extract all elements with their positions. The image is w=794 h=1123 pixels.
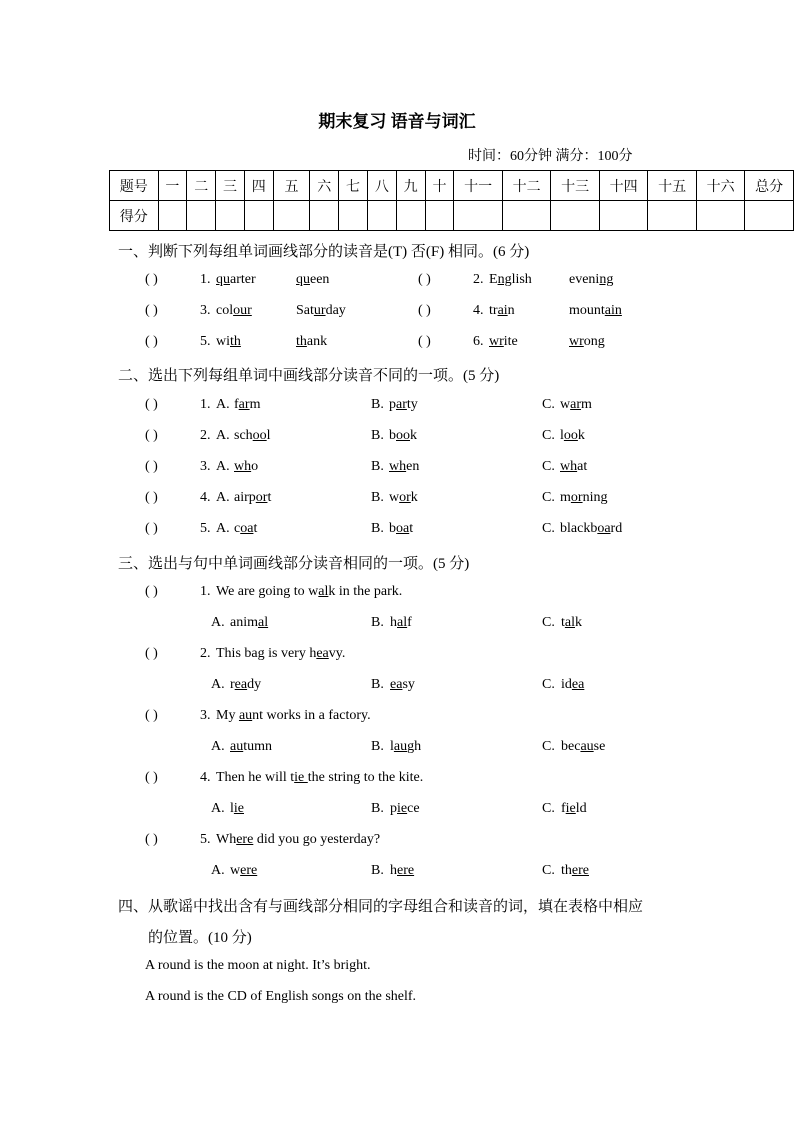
option-word-underlined: ie xyxy=(397,801,408,816)
score-cell[interactable] xyxy=(158,201,187,231)
score-header-cell: 十一 xyxy=(454,171,503,201)
word-a-post: lish xyxy=(511,272,532,287)
word-b xyxy=(296,303,346,319)
option-letter: A. xyxy=(216,459,230,474)
option-word-post: gh xyxy=(407,739,422,754)
score-header-cell: 十五 xyxy=(648,171,697,201)
option-word-underlined: wh xyxy=(389,459,407,474)
option-word-underlined: ar xyxy=(238,397,250,412)
option-word-pre: w xyxy=(560,397,571,412)
option-word-underlined: ere xyxy=(397,863,415,878)
option-letter: C. xyxy=(542,521,555,536)
option-letter: B. xyxy=(371,459,384,474)
word-a-post: n xyxy=(507,303,515,318)
option-word-post: ce xyxy=(407,801,420,816)
option-letter: A. xyxy=(211,801,225,816)
option-word-underlined: wh xyxy=(234,459,252,474)
word-a xyxy=(489,334,518,350)
option-word-post: k xyxy=(577,428,585,443)
option-word-post: t xyxy=(267,490,272,505)
option-letter: A. xyxy=(216,521,230,536)
option-word-pre: f xyxy=(234,397,239,412)
score-header-cell: 八 xyxy=(367,171,396,201)
option-word xyxy=(390,863,414,879)
question-number: 6. xyxy=(473,334,484,349)
option-word xyxy=(230,615,268,631)
option-word xyxy=(561,677,584,693)
option-word-post: tumn xyxy=(243,739,272,754)
sentence-post: vy. xyxy=(328,646,346,661)
option-word-post: k xyxy=(410,490,418,505)
option-word-post: k xyxy=(410,428,417,443)
answer-blank[interactable]: ( ) xyxy=(145,584,158,599)
sentence-pre: We are going to w xyxy=(216,584,319,599)
option-word-underlined: ea xyxy=(571,677,585,692)
option-word-underlined: oa xyxy=(396,521,410,536)
option-letter: A. xyxy=(211,615,225,630)
word-a xyxy=(489,303,515,319)
sentence-underlined: al xyxy=(318,584,329,599)
word-b-underlined: th xyxy=(296,334,307,349)
option-letter: C. xyxy=(542,615,555,630)
option-word-pre: b xyxy=(389,521,396,536)
answer-blank[interactable]: ( ) xyxy=(145,832,158,847)
option-word-underlined: ere xyxy=(240,863,258,878)
score-header-cell: 十六 xyxy=(696,171,745,201)
question-number: 5. xyxy=(200,521,211,536)
option-letter: A. xyxy=(211,677,225,692)
option-word xyxy=(389,521,413,537)
score-header-cell: 四 xyxy=(244,171,273,201)
answer-blank[interactable]: ( ) xyxy=(145,770,158,785)
option-letter: C. xyxy=(542,459,555,474)
question-number: 5. xyxy=(200,334,211,349)
option-word-pre: c xyxy=(234,521,241,536)
word-a-pre: wi xyxy=(216,334,230,349)
option-word-post: o xyxy=(251,459,259,474)
option-word-pre: l xyxy=(560,428,564,443)
option-word-pre: p xyxy=(389,397,396,412)
question-number: 2. xyxy=(200,646,211,661)
score-cell[interactable] xyxy=(339,201,368,231)
option-word-pre: h xyxy=(390,863,397,878)
option-word-underlined: oo xyxy=(563,428,578,443)
score-header-cell: 一 xyxy=(158,171,187,201)
option-letter: B. xyxy=(371,521,384,536)
option-word-pre: sch xyxy=(234,428,253,443)
question-number: 4. xyxy=(473,303,484,318)
question-number: 3. xyxy=(200,459,211,474)
question-number: 3. xyxy=(200,708,211,723)
option-word-post: t xyxy=(409,521,414,536)
part3-heading: 三、选出与句中单词画线部分读音相同的一项。(5 分) xyxy=(118,556,470,572)
option-word-underlined: oo xyxy=(252,428,267,443)
option-letter: A. xyxy=(211,739,225,754)
score-cell[interactable] xyxy=(599,201,648,231)
question-number: 1. xyxy=(200,584,211,599)
option-word-underlined: ie xyxy=(233,801,244,816)
word-a-underlined: wr xyxy=(489,334,504,349)
option-letter: C. xyxy=(542,677,555,692)
score-cell[interactable] xyxy=(367,201,396,231)
chant-line-1: A round is the moon at night. It’s bright. xyxy=(145,958,371,973)
answer-blank[interactable]: ( ) xyxy=(418,334,431,349)
option-letter: C. xyxy=(542,428,555,443)
answer-blank[interactable]: ( ) xyxy=(418,272,431,287)
option-word-underlined: ea xyxy=(234,677,248,692)
option-word-post: se xyxy=(593,739,606,754)
score-cell[interactable] xyxy=(696,201,745,231)
option-word xyxy=(561,615,582,631)
option-word-pre: blackb xyxy=(560,521,598,536)
answer-blank[interactable]: ( ) xyxy=(145,334,158,349)
option-letter: B. xyxy=(371,863,384,878)
question-number: 5. xyxy=(200,832,211,847)
option-word-post: f xyxy=(407,615,412,630)
word-a-underlined: our xyxy=(233,303,252,318)
option-word-post: at xyxy=(577,459,588,474)
word-a-pre: E xyxy=(489,272,498,287)
option-word-underlined: oo xyxy=(396,428,410,443)
sentence-underlined: au xyxy=(238,708,253,723)
score-cell[interactable] xyxy=(648,201,697,231)
score-header-cell: 六 xyxy=(310,171,339,201)
word-b-post: ank xyxy=(306,334,328,349)
option-word xyxy=(561,801,587,817)
option-word xyxy=(560,521,622,537)
word-a-post: ite xyxy=(503,334,518,349)
option-word-underlined: ar xyxy=(570,397,582,412)
score-cell[interactable] xyxy=(745,201,794,231)
score-header-cell: 十 xyxy=(425,171,454,201)
option-letter: A. xyxy=(211,863,225,878)
option-letter: C. xyxy=(542,863,555,878)
option-word-pre: t xyxy=(561,615,565,630)
option-word-post: ning xyxy=(582,490,608,505)
option-word-pre: h xyxy=(390,615,397,630)
score-cell[interactable] xyxy=(216,201,245,231)
option-word xyxy=(234,459,258,475)
option-word-pre: p xyxy=(390,801,397,816)
word-b xyxy=(569,334,605,350)
option-word-pre: m xyxy=(560,490,571,505)
score-header-cell: 总分 xyxy=(745,171,794,201)
question-number: 1. xyxy=(200,397,211,412)
part2-heading: 二、选出下列每组单词中画线部分读音不同的一项。(5 分) xyxy=(118,368,500,384)
sentence-post: nt works in a factory. xyxy=(252,708,371,723)
word-b-underlined: ng xyxy=(599,272,614,287)
word-b-pre: eveni xyxy=(569,272,600,287)
answer-blank[interactable]: ( ) xyxy=(145,459,158,474)
answer-blank[interactable]: ( ) xyxy=(145,397,158,412)
word-b xyxy=(296,334,327,350)
option-word xyxy=(389,459,419,475)
score-cell[interactable] xyxy=(502,201,551,231)
exam-meta: 时间：60分钟 满分：100分 xyxy=(468,149,633,164)
score-cell[interactable] xyxy=(396,201,425,231)
option-word-pre: airp xyxy=(234,490,256,505)
option-word xyxy=(230,677,261,693)
word-a-underlined: ai xyxy=(497,303,508,318)
option-letter: B. xyxy=(371,397,384,412)
option-word-post: en xyxy=(406,459,420,474)
word-a-pre: col xyxy=(216,303,234,318)
score-cell[interactable] xyxy=(187,201,216,231)
option-word-pre: r xyxy=(230,677,235,692)
score-header-cell: 三 xyxy=(216,171,245,201)
part4-heading-line2: 的位置。(10 分) xyxy=(148,930,252,946)
word-a-underlined: th xyxy=(230,334,241,349)
word-a xyxy=(216,303,252,319)
option-word-post: l xyxy=(266,428,271,443)
word-a xyxy=(489,272,532,288)
answer-blank[interactable]: ( ) xyxy=(145,708,158,723)
word-b-underlined: ain xyxy=(604,303,622,318)
option-word-post: sy xyxy=(402,677,415,692)
option-word-post: m xyxy=(581,397,592,412)
option-word xyxy=(561,863,589,879)
option-word-underlined: au xyxy=(393,739,408,754)
option-word-pre: id xyxy=(561,677,572,692)
sentence-post: did you go yesterday? xyxy=(253,832,381,847)
option-word-underlined: au xyxy=(580,739,594,754)
option-letter: B. xyxy=(371,801,384,816)
word-b-post: ong xyxy=(583,334,605,349)
option-word xyxy=(230,863,257,879)
option-letter: A. xyxy=(216,490,230,505)
option-word-underlined: oa xyxy=(240,521,254,536)
option-word-pre: f xyxy=(561,801,566,816)
option-word xyxy=(561,739,605,755)
option-letter: C. xyxy=(542,739,555,754)
score-table-header-row xyxy=(110,171,794,201)
option-word xyxy=(389,490,418,506)
option-word-pre: w xyxy=(389,490,400,505)
option-word-underlined: au xyxy=(230,739,244,754)
score-header-cell: 五 xyxy=(273,171,310,201)
option-word xyxy=(390,739,421,755)
word-b xyxy=(569,303,622,319)
option-word xyxy=(560,459,587,475)
sentence-underlined: ie xyxy=(294,770,308,785)
word-b xyxy=(569,272,613,288)
option-word xyxy=(234,521,257,537)
sentence-pre: Then he will t xyxy=(216,770,295,785)
sentence-pre: Wh xyxy=(216,832,237,847)
score-header-cell: 七 xyxy=(339,171,368,201)
option-word-post: dy xyxy=(247,677,262,692)
option-word-post: ty xyxy=(406,397,418,412)
score-cell[interactable] xyxy=(425,201,454,231)
option-word-underlined: ie xyxy=(565,801,576,816)
score-cell[interactable] xyxy=(273,201,310,231)
option-word-underlined: oa xyxy=(597,521,611,536)
question-number: 3. xyxy=(200,303,211,318)
option-word-post: rd xyxy=(610,521,623,536)
sentence-pre: My xyxy=(216,708,239,723)
option-word-post: t xyxy=(253,521,258,536)
word-b xyxy=(296,272,329,288)
score-cell[interactable] xyxy=(244,201,273,231)
option-word xyxy=(560,490,607,506)
answer-blank[interactable]: ( ) xyxy=(418,303,431,318)
word-b-pre: Sat xyxy=(296,303,314,318)
option-word xyxy=(234,397,260,413)
question-sentence xyxy=(216,584,402,600)
option-word-pre: anim xyxy=(230,615,258,630)
answer-blank[interactable]: ( ) xyxy=(145,428,158,443)
option-word-underlined: ere xyxy=(571,863,589,878)
option-letter: A. xyxy=(216,397,230,412)
option-word-underlined: or xyxy=(399,490,411,505)
word-b-pre: mount xyxy=(569,303,605,318)
question-number: 4. xyxy=(200,770,211,785)
option-letter: A. xyxy=(216,428,230,443)
option-word-underlined: ea xyxy=(390,677,403,692)
score-table-score-row xyxy=(110,201,794,231)
option-letter: C. xyxy=(542,490,555,505)
option-word xyxy=(389,428,417,444)
word-a xyxy=(216,272,256,288)
option-word-underlined: or xyxy=(570,490,583,505)
answer-blank[interactable]: ( ) xyxy=(145,272,158,287)
part4-heading-line1: 四、从歌谣中找出含有与画线部分相同的字母组合和读音的词，填在表格中相应 xyxy=(118,899,644,915)
word-a xyxy=(216,334,241,350)
word-a-underlined: ng xyxy=(497,272,512,287)
question-number: 2. xyxy=(200,428,211,443)
option-word-pre: w xyxy=(230,863,241,878)
score-header-cell: 十三 xyxy=(551,171,600,201)
answer-blank[interactable]: ( ) xyxy=(145,521,158,536)
option-word xyxy=(389,397,418,413)
option-word-underlined: wh xyxy=(560,459,578,474)
question-number: 1. xyxy=(200,272,211,287)
word-b-post: een xyxy=(310,272,330,287)
option-word-underlined: or xyxy=(255,490,268,505)
answer-blank[interactable]: ( ) xyxy=(145,303,158,318)
score-row-label: 得分 xyxy=(110,201,159,231)
question-sentence xyxy=(216,646,345,662)
option-word xyxy=(390,677,415,693)
score-cell[interactable] xyxy=(551,201,600,231)
word-b-underlined: wr xyxy=(569,334,584,349)
score-header-cell: 题号 xyxy=(110,171,159,201)
word-a-pre: tr xyxy=(489,303,498,318)
option-word-post: m xyxy=(249,397,261,412)
chant-line-2: A round is the CD of English songs on the shelf. xyxy=(145,989,417,1004)
answer-blank[interactable]: ( ) xyxy=(145,490,158,505)
option-word-underlined: ar xyxy=(396,397,407,412)
option-word xyxy=(230,801,244,817)
score-header-cell: 二 xyxy=(187,171,216,201)
option-word-underlined: al xyxy=(397,615,408,630)
sentence-post: the string to the kite. xyxy=(307,770,424,785)
page-title: 期末复习 语音与词汇 xyxy=(318,112,476,131)
option-word xyxy=(390,615,412,631)
question-sentence xyxy=(216,770,423,786)
score-header-cell: 十二 xyxy=(502,171,551,201)
part1-heading: 一、判断下列每组单词画线部分的读音是(T) 否(F) 相同。(6 分) xyxy=(118,244,530,260)
option-word-pre: l xyxy=(230,801,234,816)
question-sentence xyxy=(216,832,380,848)
option-word xyxy=(560,428,585,444)
option-letter: C. xyxy=(542,801,555,816)
option-word-underlined: al xyxy=(258,615,269,630)
sentence-pre: This bag is very h xyxy=(216,646,317,661)
sentence-underlined: ere xyxy=(236,832,254,847)
sentence-underlined: ea xyxy=(316,646,329,661)
question-number: 2. xyxy=(473,272,484,287)
option-word xyxy=(390,801,420,817)
score-header-cell: 十四 xyxy=(599,171,648,201)
option-word-post: k xyxy=(575,615,582,630)
option-word-pre: l xyxy=(390,739,394,754)
score-cell[interactable] xyxy=(310,201,339,231)
word-a-post: arter xyxy=(230,272,256,287)
score-table xyxy=(109,170,794,231)
option-letter: B. xyxy=(371,428,384,443)
score-header-cell: 九 xyxy=(396,171,425,201)
option-word-pre: th xyxy=(561,863,572,878)
score-cell[interactable] xyxy=(454,201,503,231)
answer-blank[interactable]: ( ) xyxy=(145,646,158,661)
word-b-post: day xyxy=(325,303,346,318)
question-number: 4. xyxy=(200,490,211,505)
sentence-post: k in the park. xyxy=(328,584,403,599)
option-letter: B. xyxy=(371,677,384,692)
option-word-post: ld xyxy=(575,801,587,816)
option-word xyxy=(234,490,271,506)
option-letter: C. xyxy=(542,397,555,412)
word-b-underlined: ur xyxy=(313,303,326,318)
question-sentence xyxy=(216,708,371,724)
option-word xyxy=(560,397,592,413)
option-letter: B. xyxy=(371,739,384,754)
option-letter: B. xyxy=(371,490,384,505)
option-word-pre: bec xyxy=(561,739,581,754)
option-word xyxy=(234,428,271,444)
word-a-underlined: qu xyxy=(216,272,230,287)
word-b-underlined: qu xyxy=(296,272,310,287)
option-word-underlined: al xyxy=(564,615,575,630)
option-word-pre: b xyxy=(389,428,396,443)
option-word xyxy=(230,739,272,755)
option-letter: B. xyxy=(371,615,384,630)
